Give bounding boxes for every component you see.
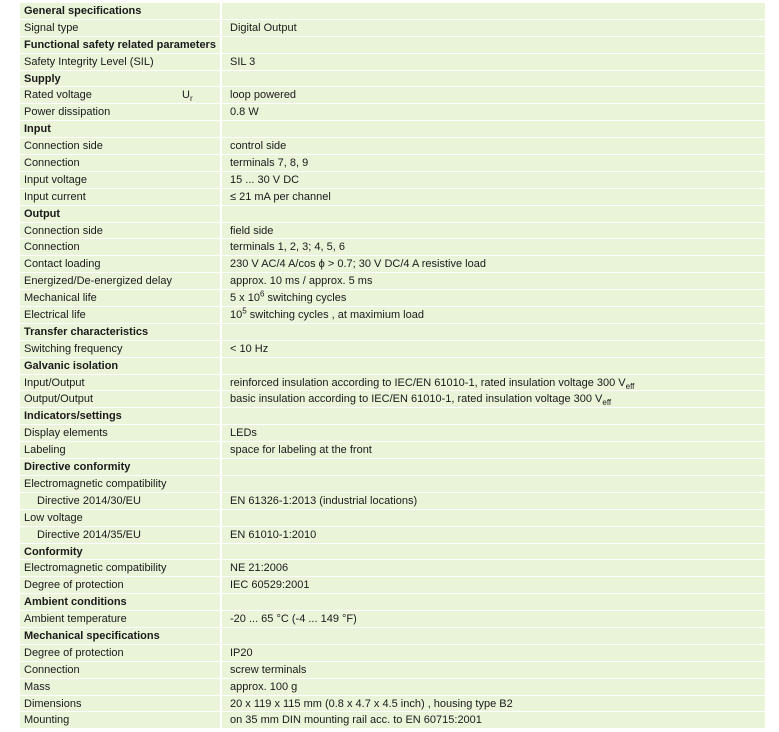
value-text: approx. 100 g: [230, 680, 298, 693]
spec-value: [222, 71, 765, 87]
value-text: 20 x 119 x 115 mm (0.8 x 4.7 x 4.5 inch) , housing type B2: [230, 697, 513, 710]
value-text: 5 x 10: [230, 292, 260, 305]
label-text: Electromagnetic compatibility: [24, 562, 167, 575]
spec-value: [222, 459, 765, 475]
spec-label: [20, 307, 222, 323]
label-text: Connection: [24, 663, 80, 676]
spec-label: [20, 476, 222, 492]
label-text: Dimensions: [24, 697, 82, 710]
spec-value: [222, 121, 765, 137]
section-header-row: [20, 37, 765, 54]
value-text: screw terminals: [230, 663, 307, 676]
spec-label: [20, 223, 222, 239]
spec-label: [20, 611, 222, 627]
spec-row: [20, 307, 765, 324]
value-text: EN 61010-1:2010: [230, 528, 317, 541]
spec-label: [20, 20, 222, 36]
label-text: Output: [24, 207, 61, 220]
spec-row: [20, 20, 765, 37]
section-title: [20, 324, 222, 340]
spec-label: [20, 341, 222, 357]
section-header-row: [20, 594, 765, 611]
spec-label: [20, 54, 222, 70]
label-text: Directive conformity: [24, 461, 131, 474]
spec-row: [20, 510, 765, 527]
label-text: Ambient conditions: [24, 596, 127, 609]
label-text: Input/Output: [24, 376, 85, 389]
spec-value: [222, 104, 765, 120]
spec-label: [20, 679, 222, 695]
spec-row: [20, 476, 765, 493]
label-text: Directive 2014/35/EU: [37, 528, 141, 541]
spec-row: [20, 391, 765, 408]
spec-value: [222, 87, 765, 103]
value-text: LEDs: [230, 427, 257, 440]
section-title: [20, 206, 222, 222]
spec-value: [222, 408, 765, 424]
value-text: ≤ 21 mA per channel: [230, 190, 331, 203]
spec-row: [20, 527, 765, 544]
spec-label: [20, 256, 222, 272]
spec-row: [20, 560, 765, 577]
section-header-row: [20, 628, 765, 645]
value-text: approx. 10 ms / approx. 5 ms: [230, 275, 373, 288]
spec-value: [222, 3, 765, 19]
value-text: on 35 mm DIN mounting rail acc. to EN 60715:2001: [230, 714, 482, 727]
label-text: Ambient temperature: [24, 613, 127, 626]
label-text: Input: [24, 123, 51, 136]
spec-value: [222, 611, 765, 627]
spec-label: [20, 375, 222, 391]
spec-row: [20, 425, 765, 442]
spec-label: [20, 645, 222, 661]
symbol-text: [182, 87, 193, 103]
spec-value: [222, 510, 765, 526]
value-superscript: 6: [259, 290, 265, 299]
value-text: 10: [230, 309, 243, 322]
value-text: control side: [230, 140, 287, 153]
spec-label: [20, 510, 222, 526]
section-title: [20, 121, 222, 137]
spec-label: [20, 138, 222, 154]
section-title: [20, 628, 222, 644]
label-text: Mechanical specifications: [24, 629, 160, 642]
value-subscript: eff: [625, 381, 635, 391]
label-text: Connection side: [24, 224, 103, 237]
spec-label: [20, 442, 222, 458]
spec-row: [20, 138, 765, 155]
spec-label: [20, 239, 222, 255]
spec-label: [20, 189, 222, 205]
value-text-continued: switching cycles , at maximium load: [246, 309, 424, 322]
spec-value: [222, 442, 765, 458]
section-title: [20, 594, 222, 610]
value-text: NE 21:2006: [230, 562, 289, 575]
label-text: Directive 2014/30/EU: [37, 494, 141, 507]
spec-value: [222, 155, 765, 171]
symbol-letter: U: [182, 89, 190, 102]
section-title: [20, 358, 222, 374]
spec-value: [222, 712, 765, 728]
label-text: Low voltage: [24, 511, 83, 524]
label-text: Connection: [24, 157, 80, 170]
spec-value: [222, 256, 765, 272]
value-text: 0.8 W: [230, 106, 259, 119]
spec-row: [20, 375, 765, 392]
spec-label: [20, 560, 222, 576]
spec-value: [222, 324, 765, 340]
label-text: Safety Integrity Level (SIL): [24, 55, 154, 68]
label-text: Power dissipation: [24, 106, 111, 119]
spec-row: [20, 223, 765, 240]
spec-value: [222, 679, 765, 695]
label-text: Rated voltage: [24, 89, 92, 102]
spec-value: [222, 37, 765, 53]
spec-row: [20, 341, 765, 358]
spec-value: [222, 172, 765, 188]
spec-value: [222, 307, 765, 323]
label-text: Contact loading: [24, 258, 101, 271]
value-superscript: 5: [242, 307, 247, 316]
section-title: [20, 71, 222, 87]
spec-label: [20, 155, 222, 171]
section-header-row: [20, 544, 765, 561]
spec-row: [20, 577, 765, 594]
spec-value: [222, 544, 765, 560]
spec-label: [20, 662, 222, 678]
spec-row: [20, 189, 765, 206]
value-text: EN 61326-1:2013 (industrial locations): [230, 494, 418, 507]
value-text: 230 V AC/4 A/cos ϕ > 0.7; 30 V DC/4 A resistive load: [230, 258, 486, 271]
label-text: Transfer characteristics: [24, 325, 149, 338]
label-text: Functional safety related parameters: [24, 38, 216, 51]
value-text: basic insulation according to IEC/EN 61010-1, rated insulation voltage 300 V: [230, 393, 603, 406]
spec-label: [20, 577, 222, 593]
value-subscript: eff: [602, 398, 612, 408]
spec-value: [222, 223, 765, 239]
value-text: loop powered: [230, 89, 297, 102]
spec-row: [20, 493, 765, 510]
spec-label: [20, 527, 222, 543]
spec-value: [222, 20, 765, 36]
spec-value: [222, 628, 765, 644]
section-header-row: [20, 408, 765, 425]
spec-value: [222, 560, 765, 576]
spec-row: [20, 442, 765, 459]
spec-row: [20, 645, 765, 662]
label-text: Labeling: [24, 444, 66, 457]
section-title: [20, 544, 222, 560]
spec-row: [20, 662, 765, 679]
spec-row: [20, 273, 765, 290]
label-text: Connection: [24, 241, 80, 254]
section-title: [20, 459, 222, 475]
spec-row: [20, 679, 765, 696]
label-text: Indicators/settings: [24, 410, 122, 423]
spec-value: [222, 577, 765, 593]
value-text: 15 ... 30 V DC: [230, 173, 300, 186]
label-text: General specifications: [24, 5, 142, 17]
value-text: -20 ... 65 °C (-4 ... 149 °F): [230, 613, 357, 626]
label-text: Electrical life: [24, 309, 86, 322]
specifications-table: [20, 3, 765, 729]
spec-label: [20, 696, 222, 712]
symbol-subscript: r: [189, 94, 193, 104]
spec-label: [20, 712, 222, 728]
spec-label: [20, 493, 222, 509]
section-header-row: [20, 3, 765, 20]
spec-value: [222, 662, 765, 678]
spec-row: [20, 54, 765, 71]
spec-row: [20, 172, 765, 189]
label-text: Conformity: [24, 545, 83, 558]
label-text: Supply: [24, 72, 61, 85]
value-text: SIL 3: [230, 55, 256, 68]
spec-value: [222, 54, 765, 70]
label-text: Degree of protection: [24, 579, 124, 592]
section-title: [20, 3, 222, 19]
spec-value: [222, 594, 765, 610]
spec-value: [222, 425, 765, 441]
spec-value: [222, 493, 765, 509]
value-text: IEC 60529:2001: [230, 579, 310, 592]
value-text: terminals 7, 8, 9: [230, 157, 309, 170]
section-header-row: [20, 206, 765, 223]
value-text: terminals 1, 2, 3; 4, 5, 6: [230, 241, 345, 254]
spec-label: [20, 104, 222, 120]
spec-value: [222, 239, 765, 255]
label-text: Electromagnetic compatibility: [24, 477, 167, 490]
spec-row: [20, 290, 765, 307]
section-header-row: [20, 71, 765, 88]
label-text: Connection side: [24, 140, 103, 153]
spec-value: [222, 189, 765, 205]
section-header-row: [20, 358, 765, 375]
section-header-row: [20, 324, 765, 341]
value-text: Digital Output: [230, 21, 297, 34]
spec-value: [222, 206, 765, 222]
label-text: Mounting: [24, 714, 70, 727]
value-text: field side: [230, 224, 274, 237]
value-text: IP20: [230, 646, 253, 659]
label-text: Switching frequency: [24, 342, 123, 355]
section-header-row: [20, 121, 765, 138]
section-header-row: [20, 459, 765, 476]
label-text: Input current: [24, 190, 86, 203]
spec-value: [222, 645, 765, 661]
label-text: Mechanical life: [24, 292, 97, 305]
label-text: Output/Output: [24, 393, 94, 406]
spec-value: [222, 358, 765, 374]
section-title: [20, 408, 222, 424]
label-text: Signal type: [24, 21, 79, 34]
spec-label: [20, 391, 222, 407]
spec-value: [222, 341, 765, 357]
value-text: reinforced insulation according to IEC/EN 61010-1, rated insulation voltage 300 V: [230, 376, 626, 389]
spec-value: [222, 476, 765, 492]
value-text-continued: switching cycles: [264, 292, 347, 305]
label-text: Mass: [24, 680, 51, 693]
spec-value: [222, 138, 765, 154]
label-text: Input voltage: [24, 173, 87, 186]
spec-row: [20, 87, 765, 104]
spec-label: [20, 273, 222, 289]
label-text: Energized/De-energized delay: [24, 275, 172, 288]
spec-label: [20, 425, 222, 441]
spec-label: [20, 87, 222, 103]
spec-row: [20, 239, 765, 256]
label-text: Degree of protection: [24, 646, 124, 659]
spec-value: [222, 290, 765, 306]
spec-value: [222, 273, 765, 289]
spec-label: [20, 172, 222, 188]
section-title: [20, 37, 222, 53]
spec-value: [222, 696, 765, 712]
spec-value: [222, 391, 765, 407]
value-text: space for labeling at the front: [230, 444, 372, 457]
spec-row: [20, 696, 765, 713]
spec-label: [20, 290, 222, 306]
value-text: < 10 Hz: [230, 342, 269, 355]
spec-value: [222, 375, 765, 391]
spec-row: [20, 611, 765, 628]
spec-row: [20, 104, 765, 121]
spec-row: [20, 712, 765, 729]
label-text: Galvanic isolation: [24, 359, 119, 372]
spec-row: [20, 155, 765, 172]
label-text: Display elements: [24, 427, 108, 440]
spec-value: [222, 527, 765, 543]
spec-row: [20, 256, 765, 273]
